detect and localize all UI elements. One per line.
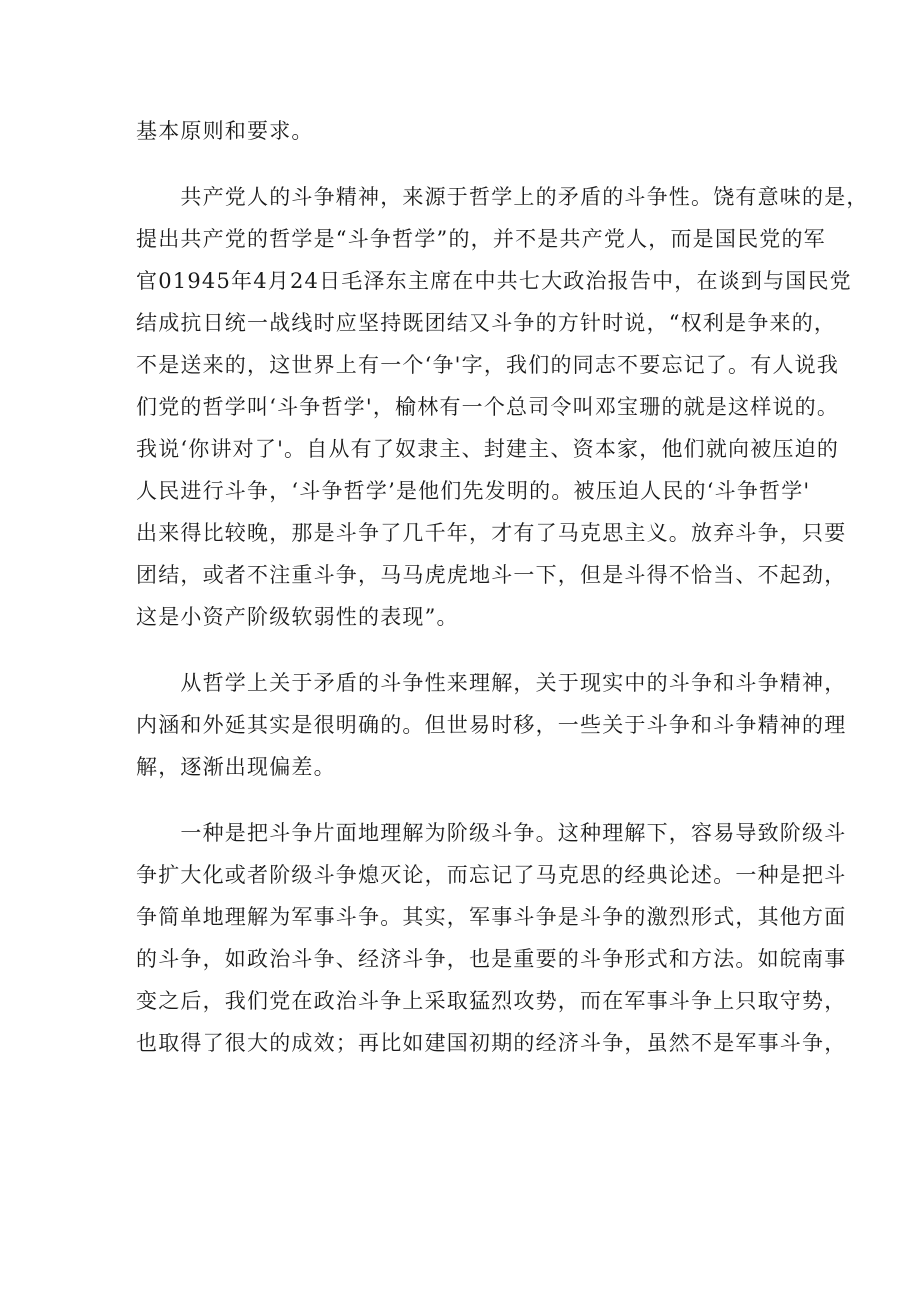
- text-line: 出来得比较晚，那是斗争了几千年，才有了马克思主义。放弃斗争，只要: [136, 521, 847, 545]
- paragraph-gap: [136, 152, 796, 176]
- paragraph-gap: [136, 788, 796, 812]
- text-line: 的斗争，如政治斗争、经济斗争，也是重要的斗争形式和方法。如皖南事: [136, 947, 847, 971]
- text-line: 不是送来的，这世界上有一个‘争'字，我们的同志不要忘记了。有人说我: [136, 353, 840, 377]
- text-line: 我说‘你讲对了'。自从有了奴隶主、封建主、资本家，他们就向被压迫的: [136, 437, 840, 461]
- paragraph-2: [136, 176, 869, 638]
- text-line: 这是小资产阶级软弱性的表现”。: [136, 605, 459, 629]
- text-line: 从哲学上关于矛盾的斗争性来理解，关于现实中的斗争和斗争精神，: [136, 671, 847, 695]
- text-line: 人民进行斗争，‘斗争哲学’是他们先发明的。被压迫人民的‘斗争哲学': [136, 479, 811, 503]
- text-line: 们党的哲学叫‘斗争哲学'，榆林有一个总司令叫邓宝珊的就是这样说的。: [136, 395, 840, 419]
- document-body: [136, 110, 869, 1064]
- text-line: 基本原则和要求。: [136, 119, 314, 143]
- text-line: 内涵和外延其实是很明确的。但世易时移，一些关于斗争和斗争精神的理: [136, 713, 847, 737]
- paragraph-gap: [136, 638, 796, 662]
- paragraph-4: [136, 812, 847, 1064]
- text-line: 提出共产党的哲学是“斗争哲学”的，并不是共产党人，而是国民党的军: [136, 227, 826, 251]
- text-line: 结成抗日统一战线时应坚持既团结又斗争的方针时说，“权利是争来的，: [136, 311, 837, 335]
- paragraph-1: [136, 110, 796, 152]
- text-line: 变之后，我们党在政治斗争上采取猛烈攻势，而在军事斗争上只取守势，: [136, 989, 847, 1013]
- text-line: 争简单地理解为军事斗争。其实，军事斗争是斗争的激烈形式，其他方面: [136, 905, 847, 929]
- text-line: 一种是把斗争片面地理解为阶级斗争。这种理解下，容易导致阶级斗: [136, 821, 847, 845]
- text-line: 官01945年4月24日毛泽东主席在中共七大政治报告中，在谈到与国民党: [136, 269, 852, 293]
- text-line: 解，逐渐出现偏差。: [136, 755, 336, 779]
- paragraph-3: [136, 662, 847, 788]
- text-line: 共产党人的斗争精神，来源于哲学上的矛盾的斗争性。饶有意味的是，: [136, 185, 869, 209]
- text-line: 争扩大化或者阶级斗争熄灭论，而忘记了马克思的经典论述。一种是把斗: [136, 863, 847, 887]
- text-line: 也取得了很大的成效；再比如建国初期的经济斗争，虽然不是军事斗争，: [136, 1031, 847, 1055]
- text-line: 团结，或者不注重斗争，马马虎虎地斗一下，但是斗得不恰当、不起劲，: [136, 563, 847, 587]
